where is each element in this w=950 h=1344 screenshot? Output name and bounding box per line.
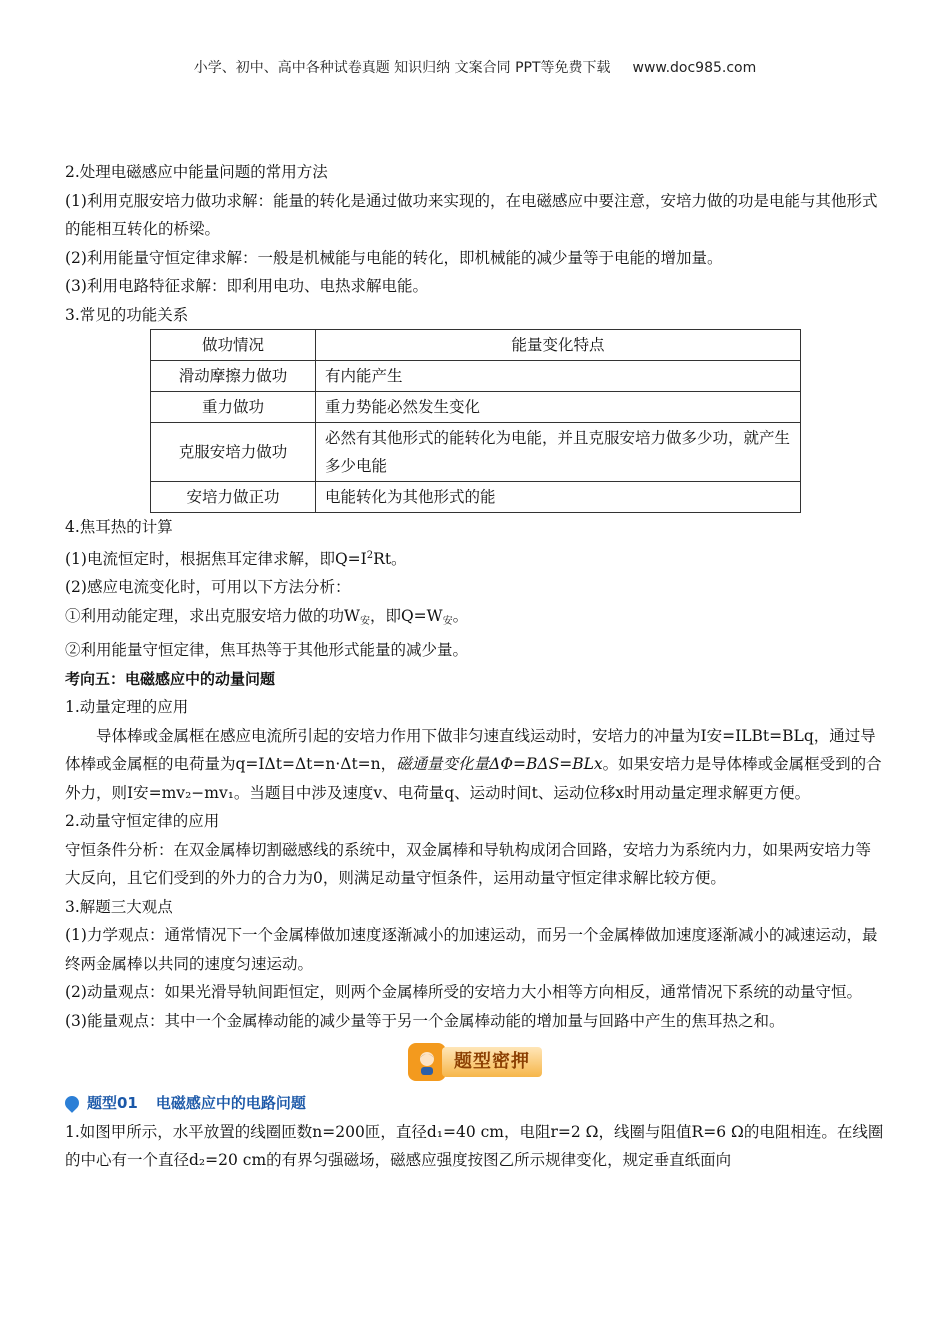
- document-body: [65, 158, 885, 1175]
- table-cell: 重力做功: [151, 392, 316, 423]
- sec4-item2: (2)感应电流变化时，可用以下方法分析：: [65, 578, 351, 596]
- sec4-item3: [65, 602, 885, 637]
- banner-inner: [408, 1041, 542, 1083]
- sec4-item3-pre: ①利用动能定理，求出克服安培力做的功W: [65, 606, 360, 625]
- sec5-s1-paragraph: [65, 722, 885, 808]
- subscript: 安: [442, 615, 453, 627]
- sec5-heading: 考向五：电磁感应中的动量问题: [65, 669, 276, 688]
- subscript: 安: [359, 615, 370, 627]
- sec2-item2: (2)利用能量守恒定律求解：一般是机械能与电能的转化，即机械能的减少量等于电能的增加量。: [65, 248, 723, 267]
- teacher-icon-svg: [413, 1048, 441, 1076]
- type01-title: [65, 1089, 885, 1118]
- sec5-s1-title: 1.动量定理的应用: [65, 698, 189, 716]
- sec5-s3-item1: (1)力学观点：通常情况下一个金属棒做加速度逐渐减小的加速运动，而另一个金属棒做加速度逐渐减小的减速运动，最终两金属棒以共同的速度匀速运动。: [65, 926, 878, 973]
- page-header: [0, 57, 950, 77]
- work-energy-table: [150, 329, 801, 513]
- table-cell: 有内能产生: [316, 361, 801, 392]
- banner-label: 题型密押: [442, 1047, 542, 1077]
- table-header: 做功情况: [151, 330, 316, 361]
- s1-para-d: 。如果安培力是导体棒或金属框受到的合外力，则I安=mv₂−mv₁。当题目中涉及速度v、电荷量q、运动时间t、运动位移x时用动量定理求解更方便。: [65, 755, 882, 802]
- header-text: 小学、初中、高中各种试卷真题 知识归纳 文案合同 PPT等免费下载: [193, 60, 611, 76]
- table-row: [151, 392, 801, 423]
- sec4-item4: ②利用能量守恒定律，焦耳热等于其他形式能量的减少量。: [65, 641, 469, 659]
- superscript: 2: [366, 549, 374, 561]
- table-row: [151, 482, 801, 513]
- table-cell: 必然有其他形式的能转化为电能，并且克服安培力做多少功，就产生多少电能: [316, 423, 801, 482]
- sec4-title: 4.焦耳热的计算: [65, 518, 173, 536]
- sec5-s2-title: 2.动量守恒定律的应用: [65, 812, 220, 830]
- table-cell: 电能转化为其他形式的能: [316, 482, 801, 513]
- sec2-item1: (1)利用克服安培力做功求解：能量的转化是通过做功来实现的，在电磁感应中要注意，安培力做的功是电能与其他形式的能相互转化的桥梁。: [65, 191, 878, 238]
- table-cell: 克服安培力做功: [151, 423, 316, 482]
- sec5-s3-title: 3.解题三大观点: [65, 897, 173, 916]
- s1-para-a: 导体棒或金属框在感应电流所引起的安培力作用下做非匀速直线运动时，安培力的冲量为: [96, 726, 701, 745]
- table-row: [151, 361, 801, 392]
- table-cell: 重力势能必然发生变化: [316, 392, 801, 423]
- table-row: [151, 423, 801, 482]
- location-pin-icon: [62, 1093, 82, 1113]
- sec4-item3-mid: ，即Q=W: [369, 606, 443, 625]
- sec2-title: 2.处理电磁感应中能量问题的常用方法: [65, 163, 328, 181]
- sec4-item1-post: Rt。: [373, 549, 407, 568]
- header-url[interactable]: www.doc985.com: [632, 60, 757, 76]
- table-cell: 安培力做正功: [151, 482, 316, 513]
- sec2-item3: (3)利用电路特征求解：即利用电功、电热求解电能。: [65, 277, 428, 295]
- sec5-s2-paragraph: 守恒条件分析：在双金属棒切割磁感线的系统中，双金属棒和导轨构成闭合回路，安培力为系统内力，如果两安培力等大反向，且它们受到的外力的合力为0，则满足动量守恒条件，运用动量守恒定律求解比较方便。: [65, 840, 872, 887]
- table-header: 能量变化特点: [316, 330, 801, 361]
- sec5-s3-item2: (2)动量观点：如果光滑导轨间距恒定，则两个金属棒所受的安培力大小相等方向相反，通常情况下系统的动量守恒。: [65, 983, 862, 1001]
- table-header-row: [151, 330, 801, 361]
- sec5-s3-item3: (3)能量观点：其中一个金属棒动能的减少量等于另一个金属棒动能的增加量与回路中产生的焦耳热之和。: [65, 1011, 785, 1030]
- question-1: 1.如图甲所示，水平放置的线圈匝数n=200匝，直径d₁=40 cm，电阻r=2 Ω，线圈与阻值R=6 Ω的电阻相连。在线圈的中心有一个直径d₂=20 cm的有界匀强磁场，磁感应强度按图乙所示规律变化，规定垂直纸面向: [65, 1122, 884, 1169]
- sec3-title: 3.常见的功能关系: [65, 305, 189, 324]
- sec4-item1-pre: (1)电流恒定时，根据焦耳定律求解，即Q=I: [65, 549, 367, 568]
- s1-para-c: 磁通量变化量ΔΦ=BΔS=BLx: [396, 755, 603, 773]
- s1-para-b: I安=ILBt=BLq，通过导体棒或金属框的电荷量为q=IΔt=Δt=n·Δt=n，: [65, 726, 876, 773]
- table-cell: 滑动摩擦力做功: [151, 361, 316, 392]
- type01-label: 电磁感应中的电路问题: [155, 1094, 306, 1112]
- sec4-item1: [65, 542, 885, 574]
- type01-num: 题型01: [87, 1094, 138, 1112]
- sec4-item3-post: 。: [452, 606, 469, 625]
- section-banner: [65, 1041, 885, 1083]
- teacher-icon: [408, 1043, 446, 1081]
